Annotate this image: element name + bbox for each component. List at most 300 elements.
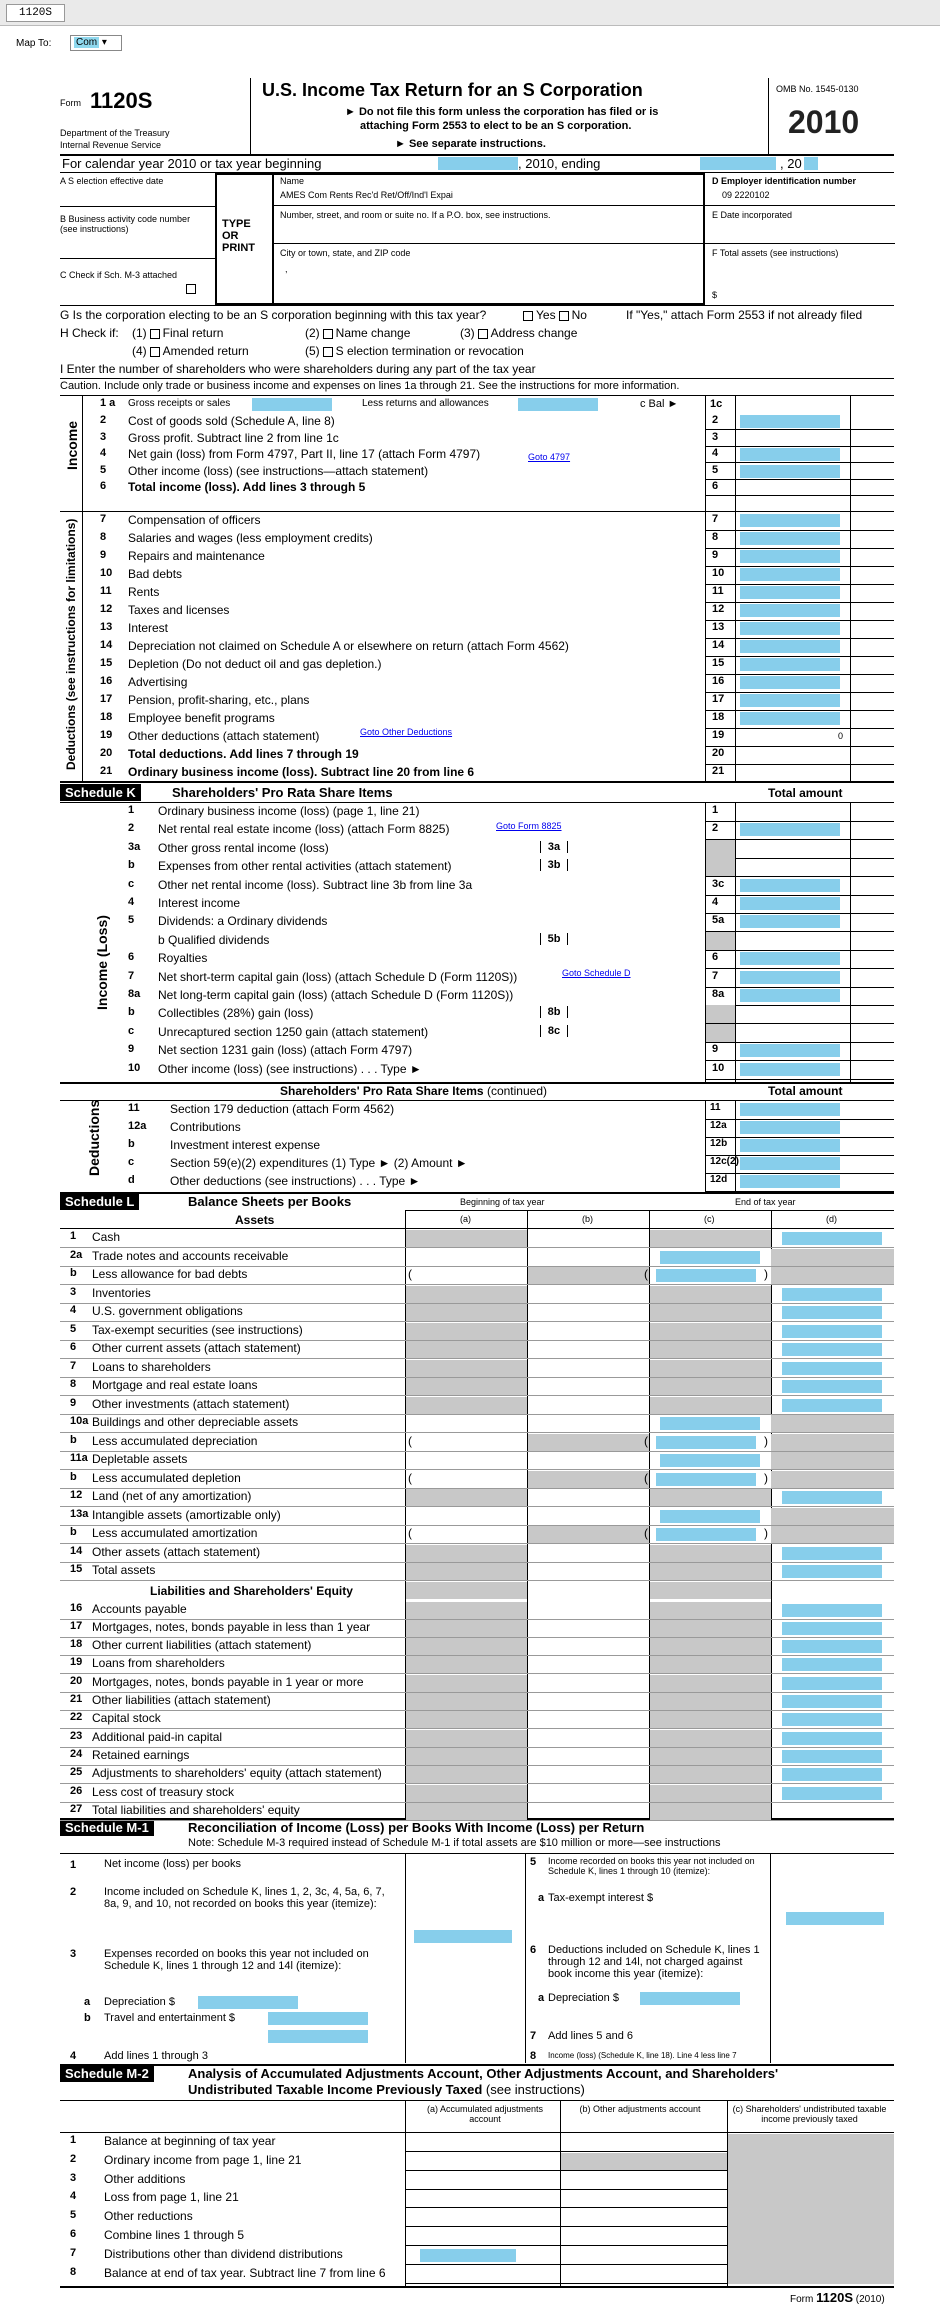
m1-line3: Expenses recorded on books this year not included on Schedule K, lines 1 through 12 and 14l (itemize):: [104, 1948, 369, 1972]
ded-line-num: 12: [100, 603, 113, 615]
h2-option[interactable]: [305, 326, 410, 340]
m3-label: C Check if Sch. M-3 attached: [60, 270, 178, 280]
l-line-num: 5: [70, 1322, 77, 1335]
l-gray: [406, 1748, 527, 1765]
address-change-checkbox[interactable]: [478, 329, 488, 339]
k-line-input[interactable]: [740, 897, 840, 910]
l-d-input[interactable]: [782, 1362, 882, 1375]
name-label: Name: [280, 176, 305, 186]
m1-note: Note: Schedule M-3 required instead of Schedule M-1 if total assets are $10 million or more—see instructions: [188, 1837, 721, 1849]
ded-line-rule: [705, 710, 894, 711]
k-line-input[interactable]: [740, 952, 840, 965]
h3-num: (3): [460, 326, 475, 340]
m2-dist-input[interactable]: [420, 2249, 516, 2262]
g-yes-group[interactable]: [520, 308, 587, 322]
income-line-num: 4: [100, 447, 107, 459]
k-line-input[interactable]: [740, 1044, 840, 1057]
l-d-input[interactable]: [782, 1343, 882, 1356]
l-liab-input[interactable]: [782, 1604, 882, 1617]
tab-bar: [0, 0, 940, 26]
schedule-l-tag: Schedule L: [60, 1193, 139, 1210]
l-c-input[interactable]: [656, 1269, 756, 1282]
k-line-ref: 2: [712, 822, 719, 835]
l-line-num: b: [70, 1267, 77, 1279]
m2-line-label: Distributions other than dividend distributions: [104, 2246, 343, 2261]
m2-line-label: Ordinary income from page 1, line 21: [104, 2152, 302, 2167]
h5-option[interactable]: [305, 344, 524, 358]
h1-option[interactable]: [132, 326, 223, 340]
k2-line-ref: 12a: [710, 1120, 727, 1131]
l-liab-input[interactable]: [782, 1622, 882, 1635]
col-c: (c): [704, 1214, 715, 1224]
k-line-label: Other gross rental income (loss): [158, 840, 329, 855]
ded-line-label: Taxes and licenses: [128, 603, 230, 617]
m3-checkbox[interactable]: [186, 284, 196, 294]
l-gray: [650, 1693, 771, 1710]
l-c-input[interactable]: [660, 1417, 760, 1430]
l-paren: (: [644, 1433, 648, 1448]
h4-option[interactable]: [132, 344, 249, 358]
l-gray: [528, 1526, 649, 1543]
ded-line-input[interactable]: [740, 712, 840, 725]
k-line-rule: [705, 821, 894, 822]
map-to-select[interactable]: [70, 35, 122, 51]
s-election-term-checkbox[interactable]: [323, 347, 333, 357]
footer-year: (2010): [855, 2294, 885, 2305]
l-line-num: b: [70, 1526, 77, 1538]
l-gray: [650, 1766, 771, 1783]
ded-line-label: Interest: [128, 621, 169, 635]
l-d-input[interactable]: [782, 1306, 882, 1319]
l-line-num: 4: [70, 1304, 77, 1316]
l-d-input[interactable]: [782, 1491, 882, 1504]
ded-line-ref: 8: [712, 531, 719, 543]
line-1a-label: Gross receipts or sales: [128, 398, 231, 409]
income-line-input[interactable]: [740, 448, 840, 461]
l-liab-label: Less cost of treasury stock: [92, 1784, 235, 1799]
l-line-num: 8: [70, 1378, 77, 1390]
k-line-label: Collectibles (28%) gain (loss): [158, 1006, 314, 1021]
k-col-line3: [850, 802, 851, 1082]
l-liab-input[interactable]: [782, 1768, 882, 1781]
ein-value: 09 2220102: [722, 190, 770, 200]
check-h-label: H Check if:: [60, 326, 119, 340]
l-gray: [406, 1803, 527, 1820]
l-liab-label: Mortgages, notes, bonds payable in 1 year or more: [92, 1674, 364, 1689]
l-gray: [406, 1230, 527, 1247]
l-gray: [406, 1286, 527, 1303]
k-line-label: Other net rental income (loss). Subtract line 3b from line 3a: [158, 877, 473, 892]
k-line-rule: [705, 987, 894, 988]
l-line-label: Less accumulated amortization: [92, 1526, 258, 1540]
l-gray: [406, 1397, 527, 1414]
ded-line-rule: [705, 530, 894, 531]
ded-line-label: Ordinary business income (loss). Subtract line 20 from line 6: [128, 765, 475, 779]
map-to-label: Map To:: [16, 38, 52, 49]
ein-label: D Employer identification number: [712, 176, 857, 186]
ded-line-label: Rents: [128, 585, 160, 599]
h4-num: (4): [132, 344, 147, 358]
ded-line-ref: 14: [712, 639, 725, 651]
cal-mid: , 2010, ending: [518, 156, 601, 171]
l-gray: [650, 1323, 771, 1340]
total-assets-label: F Total assets (see instructions): [712, 248, 839, 258]
l-liab-title: Liabilities and Shareholders' Equity: [150, 1583, 353, 1598]
income-col-line2: [735, 395, 736, 511]
m1-line6: Deductions included on Schedule K, lines 1 through 12 and 14l, not charged against book income this year (itemize):: [548, 1944, 760, 1980]
k-line-rule: [705, 1042, 894, 1043]
m1-travel-input[interactable]: [268, 2012, 368, 2025]
income-line-label: Net gain (loss) from Form 4797, Part II, line 17 (attach Form 4797): [128, 447, 481, 461]
k-line-input[interactable]: [740, 989, 840, 1002]
l-paren: ): [764, 1470, 768, 1485]
income-line-ref: 3: [712, 430, 719, 443]
schedule-l-title: Balance Sheets per Books: [188, 1194, 352, 1209]
l-liab-input[interactable]: [782, 1713, 882, 1726]
m1-travel-input-2[interactable]: [268, 2030, 368, 2043]
ded-line-num: 21: [100, 765, 113, 777]
l-line-num: 2a: [70, 1248, 83, 1261]
k-gray: [706, 1024, 735, 1042]
ded-line-num: 13: [100, 621, 113, 633]
l-liab-input[interactable]: [782, 1640, 882, 1653]
l-gray: [650, 1675, 771, 1692]
col-b: (b): [582, 1214, 593, 1224]
chevron-down-icon: ▾: [101, 37, 107, 48]
l-d-input[interactable]: [782, 1325, 882, 1338]
k-line-input[interactable]: [740, 971, 840, 984]
m1-line7: Add lines 5 and 6: [548, 2030, 634, 2042]
l-c-input[interactable]: [656, 1528, 756, 1541]
l-paren: ): [764, 1267, 768, 1281]
l-c-input[interactable]: [660, 1454, 760, 1467]
ded-line-rule: [705, 638, 894, 639]
ded-line-rule: [705, 584, 894, 585]
income-line-num: 2: [100, 414, 107, 426]
l-gray: [406, 1620, 527, 1637]
schk2-title: [280, 1084, 547, 1098]
k-line-input[interactable]: [740, 823, 840, 836]
m1-line6a-input[interactable]: [640, 1992, 740, 2005]
l-d-input[interactable]: [782, 1399, 882, 1412]
l-liab-input[interactable]: [782, 1695, 882, 1708]
l-liab-input[interactable]: [782, 1658, 882, 1671]
l-gray: [406, 1602, 527, 1619]
l-c-input[interactable]: [656, 1473, 756, 1486]
tax-year-begin-input[interactable]: [438, 157, 518, 170]
ded-line-rule: [705, 656, 894, 657]
schedule-m2-title-2b: (see instructions): [485, 2082, 585, 2097]
ded-line-rule: [705, 566, 894, 567]
final-return-checkbox[interactable]: [150, 329, 160, 339]
ded-line-input[interactable]: [740, 586, 840, 599]
l-gray: [650, 1397, 771, 1414]
income-line-ref: 6: [712, 480, 719, 492]
k-sub-ref: 5b: [540, 933, 568, 945]
k-line-num: 3a: [128, 840, 141, 853]
l-d-input[interactable]: [782, 1380, 882, 1393]
ded-line-ref: 18: [712, 711, 725, 723]
income-line-label: Total income (loss). Add lines 3 through 5: [128, 480, 366, 494]
k-line-num: b: [128, 859, 135, 872]
m1-line5: Income recorded on books this year not included on Schedule K, lines 1 through 10 (itemize):: [548, 1856, 755, 1876]
l-c-input[interactable]: [660, 1510, 760, 1523]
l-line-label: Total assets: [92, 1563, 156, 1577]
l-liab-num: 21: [70, 1693, 83, 1705]
ded-line-label: Advertising: [128, 675, 188, 689]
m1-line3b: Travel and entertainment $: [104, 2012, 236, 2024]
l-gray: [406, 1378, 527, 1395]
l-liab-num: 16: [70, 1601, 83, 1614]
m1-depreciation-input[interactable]: [198, 1996, 298, 2009]
calendar-year-label: For calendar year 2010 or tax year beginning: [62, 156, 322, 171]
k2-line-rule: [705, 1137, 894, 1138]
k2-line-label: Contributions: [170, 1120, 241, 1134]
k-line-input[interactable]: [740, 1063, 840, 1076]
l-line-num: 1: [70, 1230, 77, 1242]
l-c-input[interactable]: [660, 1251, 760, 1264]
ded-line-input[interactable]: [740, 694, 840, 707]
goto-8825-link[interactable]: Goto Form 8825: [496, 821, 562, 831]
m1-line2-input[interactable]: [414, 1930, 512, 1943]
schedule-m2-title-2-row: [188, 2082, 585, 2097]
business-code-label: B Business activity code number (see instructions): [60, 214, 191, 234]
l-gray: [650, 1785, 771, 1802]
goto-schedule-d-link[interactable]: Goto Schedule D: [562, 968, 631, 978]
end-year-header: End of tax year: [735, 1197, 796, 1207]
k2-line-label: Other deductions (see instructions) . . . Type ►: [170, 1174, 421, 1188]
k2-col-line2: [735, 1100, 736, 1192]
line-1c-ref: 1c: [710, 398, 723, 410]
cal-end: , 20: [780, 156, 802, 171]
ded-line-input[interactable]: [740, 640, 840, 653]
ded-line-num: 9: [100, 549, 107, 561]
k-line-label: Net long-term capital gain (loss) (attach Schedule D (Form 1120S)): [158, 988, 514, 1002]
ded-line-input[interactable]: [740, 604, 840, 617]
k-line-num: c: [128, 1024, 135, 1037]
schedule-m2-tag: Schedule M-2: [60, 2065, 154, 2082]
l-gray: [406, 1656, 527, 1673]
k-gray: [706, 858, 735, 876]
income-loss-side: Income (Loss): [94, 915, 110, 1010]
ded-line-input[interactable]: [740, 676, 840, 689]
income-line-input[interactable]: [740, 415, 840, 428]
line-19-value: 0: [838, 731, 844, 741]
type-or-print: TYPE OR PRINT: [222, 218, 255, 254]
schedule-m2-title-2: Undistributed Taxable Income Previously Taxed: [188, 2082, 483, 2097]
schedule-m2-title-1: Analysis of Accumulated Adjustments Account, Other Adjustments Account, and Shareholders': [188, 2066, 779, 2081]
city-value: ,: [285, 264, 288, 274]
instr-2: attaching Form 2553 to elect to be an S corporation.: [360, 120, 632, 132]
schk2-cont: (continued): [486, 1084, 547, 1098]
k2-col-line: [705, 1100, 706, 1192]
footer: [790, 2290, 885, 2305]
l-line-label: Loans to shareholders: [92, 1359, 211, 1374]
m2-line-num: 4: [70, 2190, 77, 2203]
l-d-input[interactable]: [782, 1565, 882, 1578]
l-paren: (: [644, 1526, 648, 1540]
l-gray: [528, 1434, 649, 1451]
m1-line3a: Depreciation $: [104, 1996, 175, 2008]
l-line-label: Less accumulated depletion: [92, 1470, 241, 1485]
tax-year-end-input[interactable]: [700, 157, 776, 170]
g-yes-checkbox[interactable]: [523, 311, 533, 321]
l-d-input[interactable]: [782, 1288, 882, 1301]
m1-line5-total[interactable]: [786, 1912, 884, 1925]
form-title: U.S. Income Tax Return for an S Corporation: [262, 80, 643, 100]
m1-line1: Net income (loss) per books: [104, 1858, 241, 1870]
k2-line-ref: 12d: [710, 1174, 728, 1185]
question-g: G Is the corporation electing to be an S corporation beginning with this tax year?: [60, 308, 487, 322]
ded-line-label: Total deductions. Add lines 7 through 19: [128, 747, 359, 761]
k-gray: [706, 932, 735, 950]
l-liab-input[interactable]: [782, 1787, 882, 1800]
l-liab-num: 27: [70, 1802, 83, 1815]
l-gray: [406, 1785, 527, 1802]
ded-line-ref: 9: [712, 549, 719, 561]
schedule-k-tag: Schedule K: [60, 784, 141, 801]
ded-line-ref: 12: [712, 603, 725, 615]
h4-label: Amended return: [162, 344, 249, 358]
ded-line-input[interactable]: [740, 622, 840, 635]
m2-col-b: (b) Other adjustments account: [579, 2104, 701, 2114]
k-line-ref: 8a: [712, 988, 725, 1000]
ded-line-rule: [705, 602, 894, 603]
s-election-label: A S election effective date: [60, 176, 164, 186]
ded-col-line3: [850, 511, 851, 781]
l-col: [527, 1210, 528, 1818]
ded-line-num: 20: [100, 747, 113, 759]
l-line-label: Mortgage and real estate loans: [92, 1378, 258, 1392]
k2-line-num: 12a: [128, 1120, 147, 1132]
m2-line-num: 1: [70, 2134, 77, 2146]
k-line-num: 9: [128, 1043, 135, 1056]
k2-line-input[interactable]: [740, 1103, 840, 1116]
ded-line-rule: [705, 674, 894, 675]
m2-line-num: 7: [70, 2246, 77, 2259]
h3-option[interactable]: [460, 326, 577, 340]
goto-other-deductions-link[interactable]: Goto Other Deductions: [360, 727, 453, 737]
l-line-num: b: [70, 1433, 77, 1446]
l-rule: [60, 1820, 894, 1821]
l-gray: [406, 1711, 527, 1728]
k-line-num: 8a: [128, 988, 141, 1000]
l-paren: ): [764, 1526, 768, 1540]
m2-line-label: Combine lines 1 through 5: [104, 2228, 245, 2242]
h2-label: Name change: [335, 326, 411, 340]
instr-1: ► Do not file this form unless the corporation has filed or is: [345, 106, 659, 118]
l-d-input[interactable]: [782, 1547, 882, 1560]
l-liab-num: 23: [70, 1729, 83, 1742]
k-line-input[interactable]: [740, 915, 840, 928]
goto-4797-link[interactable]: Goto 4797: [528, 452, 571, 462]
tax-year-end-yr-input[interactable]: [804, 157, 818, 170]
schedule-m1-title: Reconciliation of Income (Loss) per Books With Income (Loss) per Return: [188, 1820, 645, 1835]
l-liab-label: Other liabilities (attach statement): [92, 1693, 271, 1707]
ded-line-label: Other deductions (attach statement): [128, 729, 320, 743]
irs-label: Internal Revenue Service: [60, 140, 162, 150]
l-gray: [528, 1267, 649, 1284]
k-line-num: 7: [128, 969, 135, 982]
ded-line-input[interactable]: [740, 568, 840, 581]
ded-line-label: Repairs and maintenance: [128, 549, 265, 563]
income-line-input[interactable]: [740, 465, 840, 478]
ded-line-num: 16: [100, 675, 113, 687]
l-gray: [406, 1730, 527, 1747]
ded-line-input[interactable]: [740, 658, 840, 671]
l-line-num: 6: [70, 1341, 77, 1353]
total-amount-header-2: Total amount: [768, 1084, 843, 1098]
k2-line-ref: 11: [710, 1102, 721, 1113]
amended-return-checkbox[interactable]: [150, 347, 160, 357]
ded-line-ref: 19: [712, 729, 725, 741]
l-gray: [771, 1526, 894, 1543]
k2-line-input[interactable]: [740, 1139, 840, 1152]
k-line-num: 5: [128, 914, 135, 927]
l-line-label: Land (net of any amortization): [92, 1489, 252, 1503]
k-line-input[interactable]: [740, 879, 840, 892]
k-line-num: 10: [128, 1061, 141, 1074]
form-label: Form: [60, 98, 81, 108]
returns-input[interactable]: [518, 398, 598, 411]
question-i: I Enter the number of shareholders who were shareholders during any part of the tax year: [60, 362, 536, 376]
k-line-ref: 7: [712, 969, 719, 982]
g-no-checkbox[interactable]: [559, 311, 569, 321]
l-line-label: Buildings and other depreciable assets: [92, 1415, 299, 1429]
k2-line-input[interactable]: [740, 1157, 840, 1170]
l-liab-input[interactable]: [782, 1750, 882, 1763]
l-gray: [771, 1434, 894, 1451]
m2-line-label: Balance at beginning of tax year: [104, 2134, 276, 2148]
gross-receipts-input[interactable]: [252, 398, 332, 411]
k-line-label: Net rental real estate income (loss) (attach Form 8825): [158, 822, 450, 837]
l-gray: [771, 1415, 894, 1432]
col-d: (d): [826, 1214, 837, 1224]
l-gray: [650, 1360, 771, 1377]
ded-line-input[interactable]: [740, 550, 840, 563]
ded-line-ref: 20: [712, 747, 725, 759]
line-1a-num: 1 a: [100, 397, 116, 409]
income-line-num: 3: [100, 430, 107, 443]
ded-line-label: Employee benefit programs: [128, 711, 275, 725]
ded-line-label: Depletion (Do not deduct oil and gas depletion.): [128, 657, 382, 671]
ded-line-input[interactable]: [740, 514, 840, 527]
date-inc-label: E Date incorporated: [712, 210, 793, 220]
h5-num: (5): [305, 344, 320, 358]
l-liab-label: Accounts payable: [92, 1601, 187, 1616]
l-line-label: Cash: [92, 1230, 121, 1244]
name-change-checkbox[interactable]: [323, 329, 333, 339]
tab-1120s[interactable]: 1120S: [6, 4, 65, 22]
l-gray: [406, 1582, 527, 1599]
income-line-label: Cost of goods sold (Schedule A, line 8): [128, 414, 335, 428]
l-liab-input[interactable]: [782, 1677, 882, 1690]
k-line-label: Dividends: a Ordinary dividends: [158, 914, 328, 929]
l-paren: (: [408, 1526, 412, 1540]
ded-line-label: Salaries and wages (less employment credits): [128, 531, 373, 545]
k-line-ref: 6: [712, 951, 719, 964]
k2-line-num: b: [128, 1138, 135, 1150]
l-liab-input[interactable]: [782, 1732, 882, 1745]
dollar-sign: $: [712, 290, 718, 300]
ded-line-rule: [705, 548, 894, 549]
m1-line2: Income included on Schedule K, lines 1, 2, 3c, 4, 5a, 6, 7, 8a, 9, and 10, not recorded on books this year (itemize):: [104, 1886, 385, 1910]
k2-line-input[interactable]: [740, 1121, 840, 1134]
l-d-input[interactable]: [782, 1232, 882, 1245]
ded-line-input[interactable]: [740, 532, 840, 545]
l-c-input[interactable]: [656, 1436, 756, 1449]
k2-line-input[interactable]: [740, 1175, 840, 1188]
